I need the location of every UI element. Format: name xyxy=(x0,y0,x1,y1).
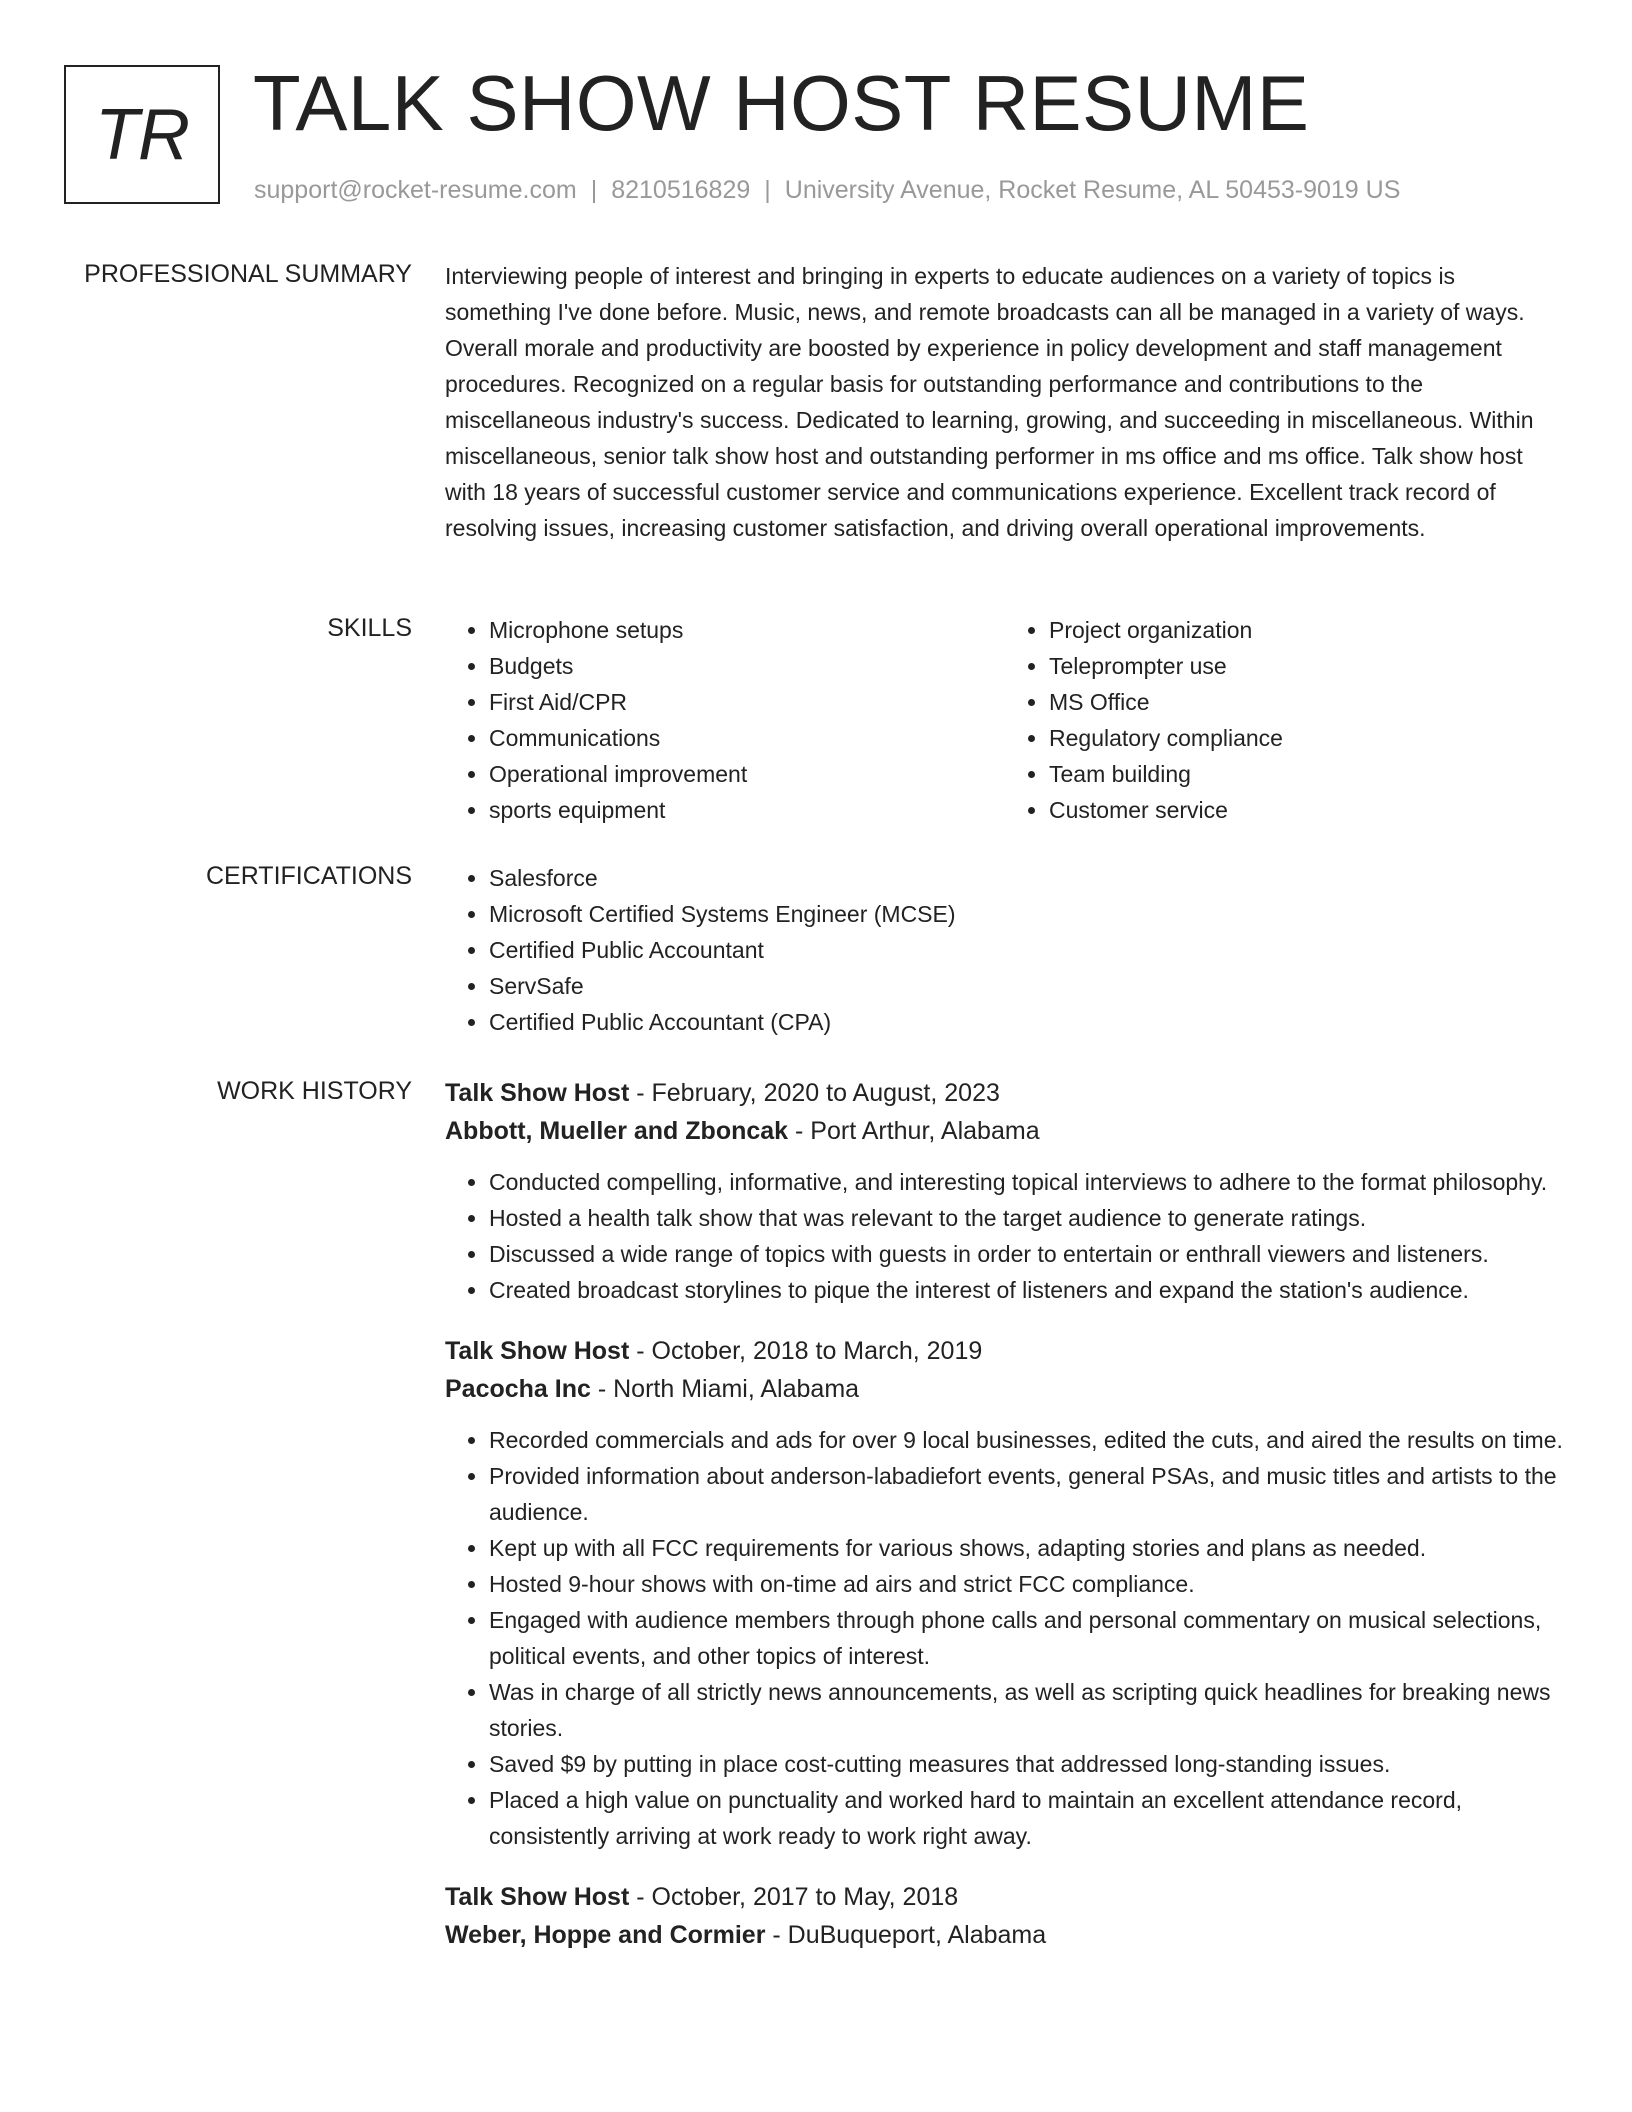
job-title: Talk Show Host xyxy=(445,1883,630,1911)
skill-item: • Budgets xyxy=(489,648,1005,684)
job-location: - Port Arthur, Alabama xyxy=(788,1117,1040,1145)
job-location: - DuBuqueport, Alabama xyxy=(765,1921,1047,1949)
skill-item: • First Aid/CPR xyxy=(489,684,1005,720)
certification-item: • Certified Public Accountant xyxy=(489,932,1565,968)
job-location: - North Miami, Alabama xyxy=(590,1375,860,1403)
job-entry xyxy=(445,1332,1565,1854)
contact-line xyxy=(254,176,1400,205)
job-bullet: • Conducted compelling, informative, and interesting topical interviews to adhere to the format philosophy. xyxy=(489,1164,1565,1200)
job-entry xyxy=(445,1878,1565,1954)
job-bullet: • Was in charge of all strictly news announcements, as well as scripting quick headlines for breaking news stories. xyxy=(489,1674,1565,1746)
skill-item: • Regulatory compliance xyxy=(1049,720,1565,756)
job-bullet: • Hosted a health talk show that was relevant to the target audience to generate ratings. xyxy=(489,1200,1565,1236)
job-company-line xyxy=(445,1370,1565,1408)
contact-separator: | xyxy=(764,176,771,204)
job-dates: - February, 2020 to August, 2023 xyxy=(629,1079,1000,1107)
job-bullets xyxy=(445,1422,1565,1854)
skills-label: SKILLS xyxy=(327,614,412,642)
certification-item: • Microsoft Certified Systems Engineer (MCSE) xyxy=(489,896,1565,932)
job-bullet: • Provided information about anderson-labadiefort events, general PSAs, and music titles and artists to the audience. xyxy=(489,1458,1565,1530)
job-bullet: • Placed a high value on punctuality and worked hard to maintain an excellent attendance record, consistently arriving at work ready to work right away. xyxy=(489,1782,1565,1854)
skill-item: • Team building xyxy=(1049,756,1565,792)
job-title: Talk Show Host xyxy=(445,1337,630,1365)
certifications-section xyxy=(445,860,1565,1040)
job-dates: - October, 2017 to May, 2018 xyxy=(629,1883,959,1911)
skill-item: • Communications xyxy=(489,720,1005,756)
job-bullets xyxy=(445,1164,1565,1308)
work-history-section xyxy=(445,1074,1565,1978)
job-company: Abbott, Mueller and Zboncak xyxy=(445,1117,789,1145)
job-bullet: • Discussed a wide range of topics with guests in order to entertain or enthrall viewers and listeners. xyxy=(489,1236,1565,1272)
job-bullet: • Engaged with audience members through phone calls and personal commentary on musical selections, political events, and other topics of interest. xyxy=(489,1602,1565,1674)
skills-section xyxy=(445,612,1565,828)
job-company-line xyxy=(445,1112,1565,1150)
job-company: Pacocha Inc xyxy=(445,1375,591,1403)
skill-item: • Project organization xyxy=(1049,612,1565,648)
job-bullet: • Recorded commercials and ads for over 9 local businesses, edited the cuts, and aired the results on time. xyxy=(489,1422,1565,1458)
job-company-line xyxy=(445,1916,1565,1954)
job-entry xyxy=(445,1074,1565,1308)
contact-address: University Avenue, Rocket Resume, AL 50453-9019 US xyxy=(784,176,1401,204)
monogram: TR xyxy=(64,65,220,204)
certifications-label: CERTIFICATIONS xyxy=(205,862,412,890)
job-dates: - October, 2018 to March, 2019 xyxy=(629,1337,983,1365)
job-title-line xyxy=(445,1332,1565,1370)
skill-item: • sports equipment xyxy=(489,792,1005,828)
skill-item: • Teleprompter use xyxy=(1049,648,1565,684)
skill-item: • MS Office xyxy=(1049,684,1565,720)
skill-item: • Operational improvement xyxy=(489,756,1005,792)
certification-item: • Salesforce xyxy=(489,860,1565,896)
certifications-list xyxy=(445,860,1565,1040)
job-bullet: • Kept up with all FCC requirements for various shows, adapting stories and plans as needed. xyxy=(489,1530,1565,1566)
job-bullet: • Saved $9 by putting in place cost-cutting measures that addressed long-standing issues. xyxy=(489,1746,1565,1782)
summary-text: Interviewing people of interest and bringing in experts to educate audiences on a variety of topics is something I've done before. Music, news, and remote broadcasts can all be managed in a variety of ways. Overall morale and productivity are boosted by experience in policy development and staff management procedures. Recognized on a regular basis for outstanding performance and contributions to the miscellaneous industry's success. Dedicated to learning, growing, and succeeding in miscellaneous. Within miscellaneous, senior talk show host and outstanding performer in ms office and ms office. Talk show host with 18 years of successful customer service and communications experience. Excellent track record of resolving issues, increasing customer satisfaction, and driving overall operational improvements. xyxy=(445,263,1534,541)
resume-title: TALK SHOW HOST RESUME xyxy=(253,59,1310,147)
certification-item: • ServSafe xyxy=(489,968,1565,1004)
job-title-line xyxy=(445,1074,1565,1112)
job-bullet: • Hosted 9-hour shows with on-time ad airs and strict FCC compliance. xyxy=(489,1566,1565,1602)
summary-section xyxy=(445,258,1565,546)
certification-item: • Certified Public Accountant (CPA) xyxy=(489,1004,1565,1040)
job-bullet: • Created broadcast storylines to pique the interest of listeners and expand the station's audience. xyxy=(489,1272,1565,1308)
skill-item: • Microphone setups xyxy=(489,612,1005,648)
skill-item: • Customer service xyxy=(1049,792,1565,828)
contact-separator: | xyxy=(590,176,598,204)
skills-list-left xyxy=(445,612,1005,828)
job-title: Talk Show Host xyxy=(445,1079,630,1107)
contact-phone[interactable]: 8210516829 xyxy=(611,176,751,204)
contact-email[interactable]: support@rocket-resume.com xyxy=(254,176,577,204)
skills-list-right xyxy=(1005,612,1565,828)
job-title-line xyxy=(445,1878,1565,1916)
work-history-label: WORK HISTORY xyxy=(217,1077,412,1105)
summary-label: PROFESSIONAL SUMMARY xyxy=(84,260,412,288)
job-company: Weber, Hoppe and Cormier xyxy=(445,1921,766,1949)
